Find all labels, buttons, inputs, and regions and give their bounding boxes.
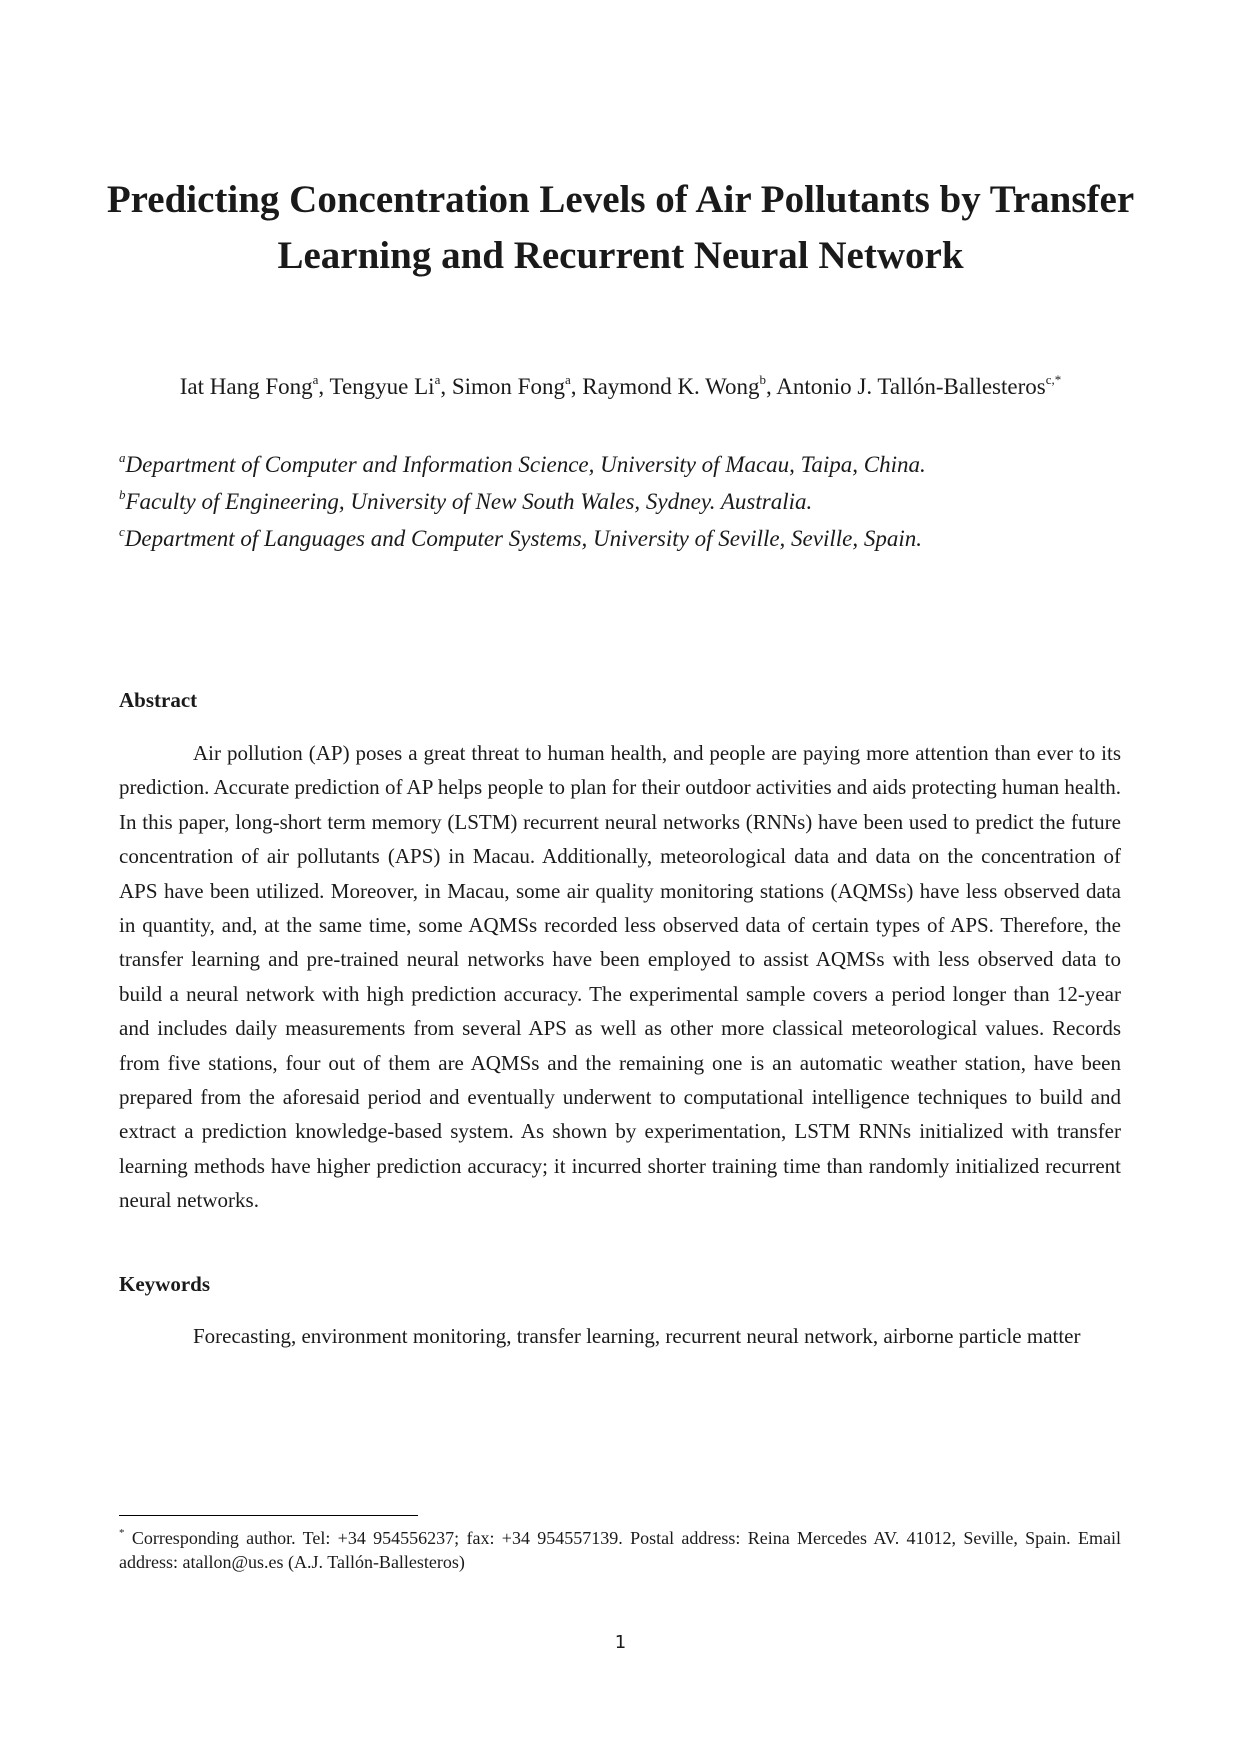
keywords-heading: Keywords: [119, 1272, 210, 1296]
author-affil-mark: c,*: [1045, 372, 1062, 387]
page-number: 1: [614, 1632, 627, 1653]
affiliation: $^a$Department of Computer and Information Science, University of Macau, Taipa, China.: [119, 450, 926, 477]
corresponding-author-footnote: * Corresponding author. Tel: +34 954556237; fax: +34 954557139. Postal address: Reina Mercedes AV. 41012, Seville, Spain. Email address: atallon@us.es (A.J. Tallón-Ballesteros): [119, 1527, 1121, 1572]
author-affil-mark: a: [312, 372, 319, 387]
footnote-rule: [119, 1515, 418, 1516]
author-affil-mark: a: [434, 372, 441, 387]
abstract-heading: Abstract: [119, 688, 198, 712]
affiliation-list: [119, 446, 926, 557]
paper-title: Predicting Concentration Levels of Air Pollutants by Transfer Learning and Recurrent Neural Network: [106, 178, 1135, 277]
author-list: [100, 372, 1141, 402]
abstract-text: Air pollution (AP) poses a great threat to human health, and people are paying more attention than ever to its prediction. Accurate prediction of AP helps people to plan for their outdoor activities and aids protecting human health. In this paper, long-short term memory (LSTM) recurrent neural networks (RNNs) have been used to predict the future concentration of air pollutants (APS) in Macau. Additionally, meteorological data and data on the concentration of APS have been utilized. Moreover, in Macau, some air quality monitoring stations (AQMSs) have less observed data in quantity, and, at the same time, some AQMSs recorded less observed data of certain types of APS. Therefore, the transfer learning and pre-trained neural networks have been employed to assist AQMSs with less observed data to build a neural network with high prediction accuracy. The experimental sample covers a period longer than 12-year and includes daily measurements from several APS as well as other more classical meteorological values. Records from five stations, four out of them are AQMSs and the remaining one is an automatic weather station, have been prepared from the aforesaid period and eventually underwent to computational intelligence techniques to build and extract a prediction knowledge-based system. As shown by experimentation, LSTM RNNs initialized with transfer learning methods have higher prediction accuracy; it incurred shorter training time than randomly initialized recurrent neural networks.: [119, 741, 1121, 1213]
author-affil-mark: b: [759, 372, 767, 387]
author-affil-mark: a: [564, 372, 571, 387]
author: Simon Fong$^a$,: [451, 372, 583, 399]
author: Antonio J. Tallón-Ballesteros$^{c,*}$: [776, 372, 1062, 399]
affiliation: $^c$Department of Languages and Computer Systems, University of Seville, Seville, Spain.: [119, 524, 922, 551]
author: Iat Hang Fong$^a$,: [179, 372, 330, 399]
author: Tengyue Li$^a$,: [329, 372, 452, 399]
keywords-text: Forecasting, environment monitoring, transfer learning, recurrent neural network, airborne particle matter: [193, 1324, 1081, 1348]
affiliation: $^b$Faculty of Engineering, University of New South Wales, Sydney. Australia.: [119, 487, 813, 514]
author: Raymond K. Wong$^b$,: [582, 372, 777, 399]
